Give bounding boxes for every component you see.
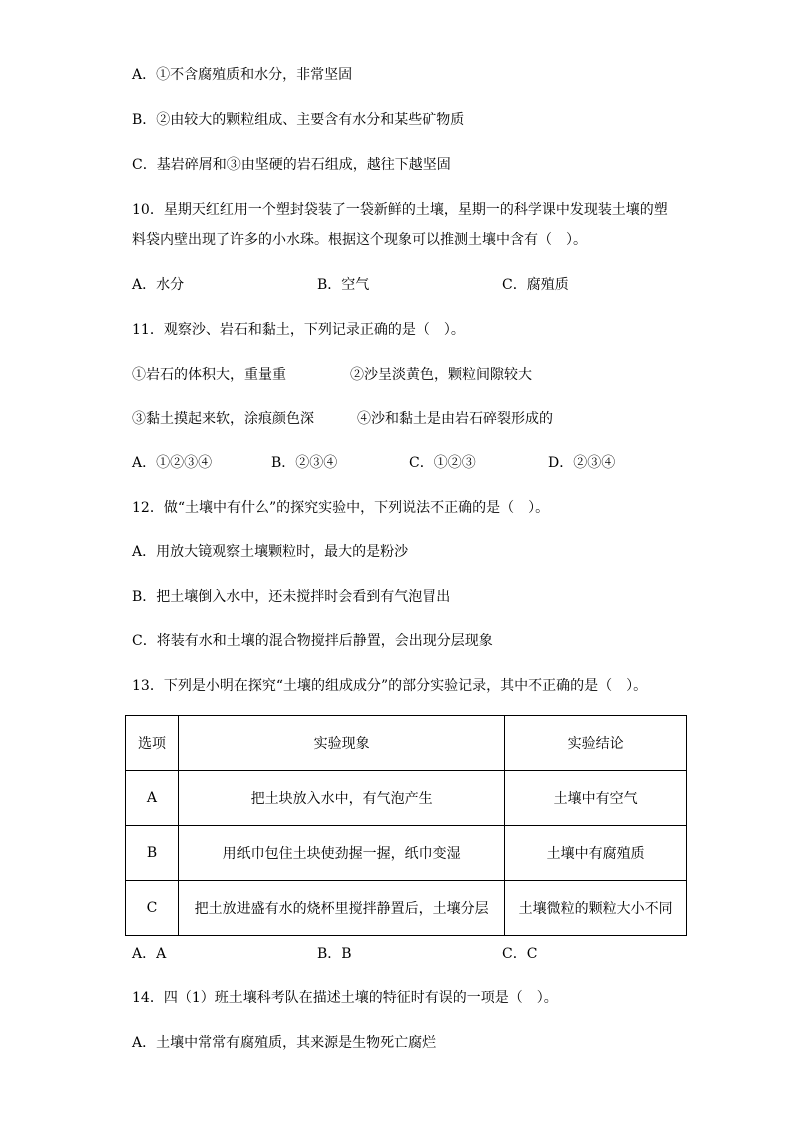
q12-stem: 12．做“土壤中有什么”的探究实验中，下列说法不正确的是（ ）。 (132, 500, 550, 516)
q10-option-b: B．空气 (317, 277, 370, 293)
table-cell-conclusion: 土壤中有腐殖质 (505, 826, 687, 881)
q12-option-c: C．将装有水和土壤的混合物搅拌后静置，会出现分层现象 (132, 633, 493, 649)
q13-experiment-table (125, 715, 687, 936)
q11-option-b: B．②③④ (271, 455, 338, 471)
q12-option-b: B．把土壤倒入水中，还未搅拌时会看到有气泡冒出 (132, 589, 451, 605)
table-cell-option: C (126, 881, 179, 936)
q11-option-a: A．①②③④ (132, 455, 213, 471)
q9-option-b: B．②由较大的颗粒组成、主要含有水分和某些矿物质 (132, 112, 465, 128)
q11-option-c: C．①②③ (409, 455, 476, 471)
q10-option-a: A．水分 (132, 277, 185, 293)
table-row (126, 771, 687, 826)
table-row (126, 881, 687, 936)
table-header-row (126, 716, 687, 771)
q13-option-a: A．A (132, 946, 167, 962)
q12-option-a: A．用放大镜观察土壤颗粒时，最大的是粉沙 (132, 544, 409, 560)
table-cell-conclusion: 土壤中有空气 (505, 771, 687, 826)
q9-option-a: A．①不含腐殖质和水分，非常坚固 (132, 67, 353, 83)
q10-stem-line2: 料袋内壁出现了许多的小水珠。根据这个现象可以推测土壤中含有（ ）。 (132, 232, 587, 248)
q13-stem: 13．下列是小明在探究“土壤的组成成分”的部分实验记录，其中不正确的是（ ）。 (132, 678, 648, 694)
q11-statement-4: ④沙和黏土是由岩石碎裂形成的 (357, 411, 553, 427)
q13-option-b: B．B (317, 946, 352, 962)
table-cell-conclusion: 土壤微粒的颗粒大小不同 (505, 881, 687, 936)
table-header-option: 选项 (126, 716, 179, 771)
q10-stem-line1: 10．星期天红红用一个塑封袋装了一袋新鲜的土壤，星期一的科学课中发现装土壤的塑 (132, 202, 668, 218)
table-row (126, 826, 687, 881)
q14-option-a: A．土壤中常常有腐殖质，其来源是生物死亡腐烂 (132, 1035, 437, 1051)
q9-option-c: C．基岩碎屑和③由坚硬的岩石组成，越往下越坚固 (132, 157, 451, 173)
q13-option-c: C．C (502, 946, 538, 962)
q11-stem: 11．观察沙、岩石和黏土，下列记录正确的是（ ）。 (132, 322, 465, 338)
q11-option-d: D．②③④ (548, 455, 616, 471)
table-cell-phenomenon: 把土块放入水中，有气泡产生 (178, 771, 504, 826)
table-header-phenomenon: 实验现象 (178, 716, 504, 771)
q11-statement-1: ①岩石的体积大，重量重 (132, 367, 286, 383)
q10-option-c: C．腐殖质 (502, 277, 569, 293)
table-cell-option: A (126, 771, 179, 826)
q14-stem: 14．四（1）班土壤科考队在描述土壤的特征时有误的一项是（ ）。 (132, 990, 558, 1006)
q11-statement-3: ③黏土摸起来软，涂痕颜色深 (132, 411, 314, 427)
table-cell-option: B (126, 826, 179, 881)
q11-statement-2: ②沙呈淡黄色，颗粒间隙较大 (350, 367, 532, 383)
table-cell-phenomenon: 把土放进盛有水的烧杯里搅拌静置后，土壤分层 (178, 881, 504, 936)
table-header-conclusion: 实验结论 (505, 716, 687, 771)
table-cell-phenomenon: 用纸巾包住土块使劲握一握，纸巾变湿 (178, 826, 504, 881)
